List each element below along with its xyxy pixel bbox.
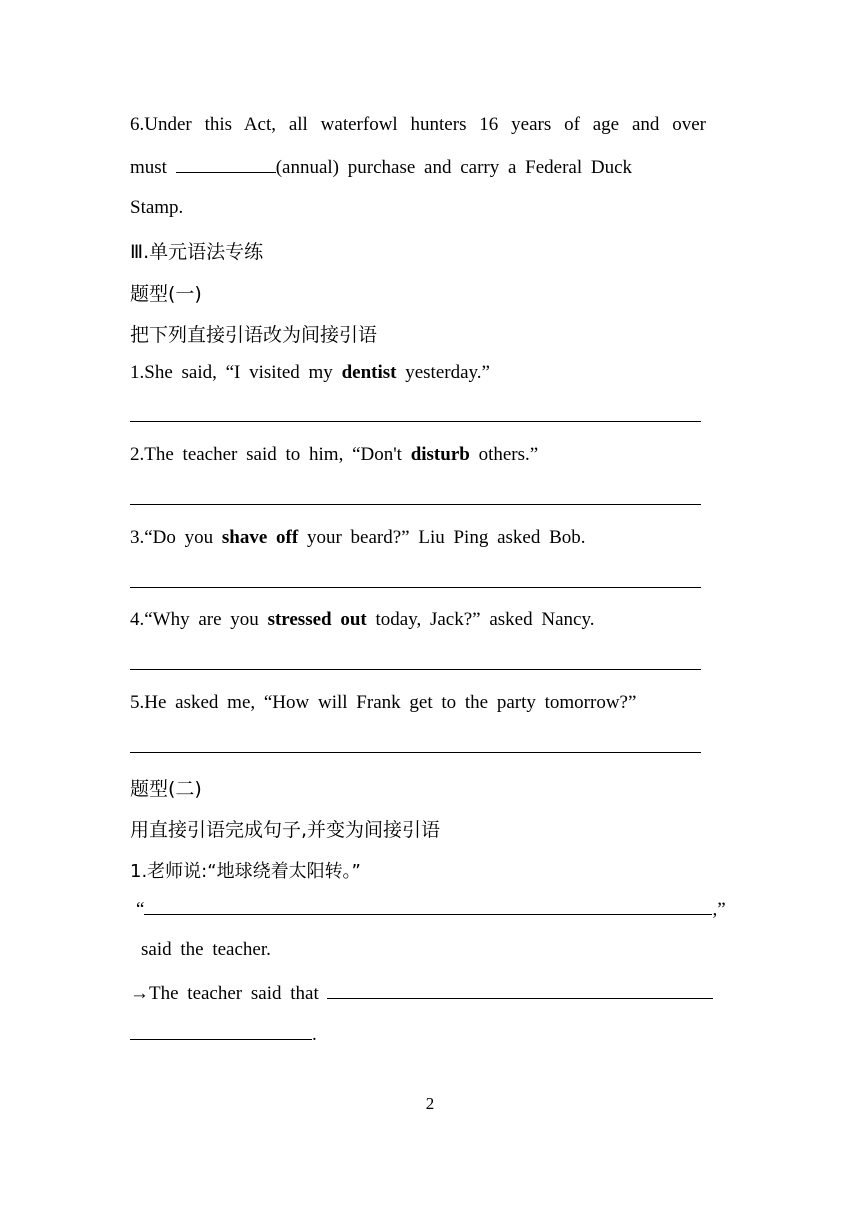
q6-line1: 6.Under this Act, all waterfowl hunters 16 years of age and over xyxy=(130,114,706,135)
q6-line2-after: (annual) purchase and carry a Federal Duck xyxy=(275,157,633,178)
item-2-text-end: others.” xyxy=(469,444,539,465)
answer-line-4[interactable] xyxy=(130,669,701,670)
item-4-text: 4.“Why are you xyxy=(130,609,268,630)
type1-item-4 xyxy=(130,609,594,631)
section3-heading: Ⅲ.单元语法专练 xyxy=(130,241,264,263)
type2-title: 题型(二) xyxy=(130,778,202,800)
item-4-text-end: today, Jack?” asked Nancy. xyxy=(366,609,595,630)
type2-item-1-prompt: 1.老师说:“地球绕着太阳转。” xyxy=(130,861,361,882)
indirect-lead-text: →The teacher said that xyxy=(130,983,328,1004)
type1-item-2 xyxy=(130,444,538,466)
answer-line-2[interactable] xyxy=(130,504,701,505)
end-period: . xyxy=(312,1024,317,1045)
item-5-text: 5.He asked me, “How will Frank get to the party tomorrow?” xyxy=(130,692,637,713)
answer-line-3[interactable] xyxy=(130,587,701,588)
q6-blank[interactable] xyxy=(176,155,276,173)
type2-indirect-line xyxy=(130,981,713,1005)
indirect-blank-2[interactable] xyxy=(130,1022,312,1040)
item-1-text: 1.She said, “I visited my xyxy=(130,362,342,383)
item-1-bold: dentist xyxy=(341,362,397,383)
q6-line3: Stamp. xyxy=(130,197,184,218)
type1-item-1 xyxy=(130,362,490,384)
type2-indirect-line-2 xyxy=(130,1022,317,1046)
type1-instruction: 把下列直接引语改为间接引语 xyxy=(130,324,378,346)
q6-line2-before: must xyxy=(130,157,176,178)
item-2-text: 2.The teacher said to him, “Don't xyxy=(130,444,411,465)
type1-item-5 xyxy=(130,692,636,714)
direct-speech-blank[interactable] xyxy=(144,897,712,915)
item-3-bold: shave off xyxy=(221,527,299,548)
item-3-text-end: your beard?” Liu Ping asked Bob. xyxy=(298,527,586,548)
indirect-blank-1[interactable] xyxy=(327,981,713,999)
item-2-bold: disturb xyxy=(410,444,470,465)
open-quote: “ xyxy=(136,899,145,920)
close-quote: ,” xyxy=(712,899,726,920)
type1-title: 题型(一) xyxy=(130,283,202,305)
item-3-text: 3.“Do you xyxy=(130,527,222,548)
type2-instruction: 用直接引语完成句子,并变为间接引语 xyxy=(130,819,441,841)
item-4-bold: stressed out xyxy=(267,609,367,630)
page-number: 2 xyxy=(425,1094,435,1113)
type2-direct-speech-line xyxy=(136,897,726,921)
answer-line-1[interactable] xyxy=(130,421,701,422)
type1-item-3 xyxy=(130,527,586,549)
said-the-teacher: said the teacher. xyxy=(141,939,271,960)
item-1-text-end: yesterday.” xyxy=(396,362,490,383)
answer-line-5[interactable] xyxy=(130,752,701,753)
q6-line2 xyxy=(130,155,632,179)
